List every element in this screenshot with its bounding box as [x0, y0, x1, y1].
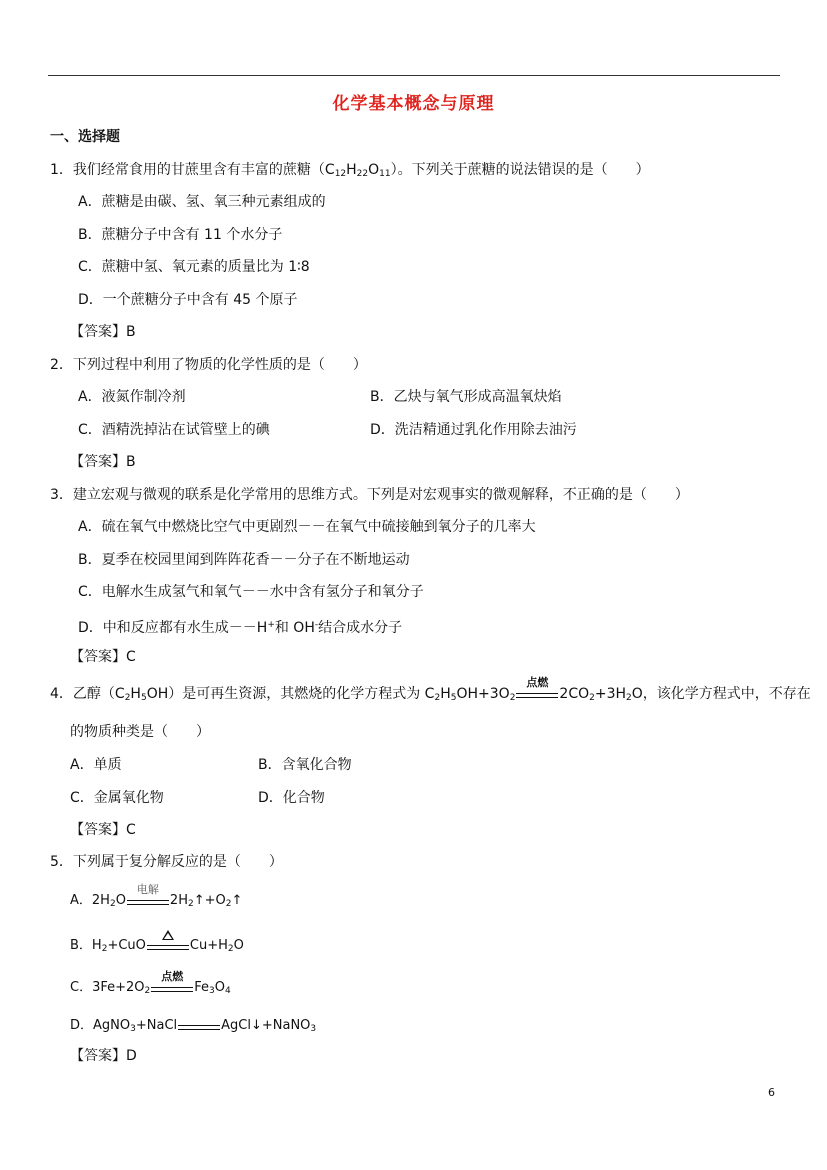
question-3-option-c: C．电解水生成氢气和氧气－－水中含有氢分子和氧分子 — [78, 584, 424, 600]
question-4-stem-line2: 的物质种类是（ ） — [70, 724, 210, 740]
question-2-option-c: C．酒精洗掉沾在试管壁上的碘 — [78, 422, 270, 438]
question-1-option-b: B．蔗糖分子中含有 11 个水分子 — [78, 227, 283, 243]
question-5-option-a: A．$2H_2O$ 电解 $2H_2↑+O_2↑$ — [70, 891, 242, 914]
question-1-answer: 【答案】B — [70, 324, 136, 340]
question-1-stem: 1．我们经常食用的甘蔗里含有丰富的蔗糖$(C_{12}H_{22}O_{11})$。下列关于蔗糖的说法错误的是（ ） — [50, 162, 650, 179]
page-title: 化学基本概念与原理 — [332, 94, 495, 114]
question-5-option-b: B．$H_2+CuO$ $Cu+H_2O$ — [70, 936, 244, 959]
question-4-option-c: C．金属氧化物 — [70, 790, 164, 806]
question-3-option-a: A．硫在氧气中燃烧比空气中更剧烈－－在氧气中硫接触到氧分子的几率大 — [78, 519, 536, 535]
question-5-option-c: C．$3Fe+2O_2$ 点燃 $Fe_3O_4$ — [70, 978, 231, 1001]
reaction-arrow — [147, 939, 189, 953]
question-2-option-a: A．液氮作制冷剂 — [78, 389, 186, 405]
question-4-answer: 【答案】C — [70, 822, 136, 838]
question-5-stem: 5．下列属于复分解反应的是（ ） — [50, 854, 283, 870]
question-1-option-d: D．一个蔗糖分子中含有 45 个原子 — [78, 292, 298, 308]
reaction-condition: 点燃 — [161, 969, 184, 983]
question-3-stem: 3．建立宏观与微观的联系是化学常用的思维方式。下列是对宏观事实的微观解释，不正确的是（ ） — [50, 487, 689, 503]
page-number: 6 — [768, 1086, 775, 1099]
reaction-arrow — [178, 1019, 220, 1033]
question-2-option-b: B．乙炔与氧气形成高温氧炔焰 — [370, 389, 562, 405]
question-2-option-d: D．洗洁精通过乳化作用除去油污 — [370, 422, 577, 438]
heat-symbol — [147, 927, 189, 947]
question-5-option-d: D．AgNO$_3$+NaCl AgCl↓+NaNO$_3$ — [70, 1018, 317, 1034]
header-rule — [48, 75, 780, 76]
question-4-option-b: B．含氧化合物 — [258, 757, 352, 773]
reaction-arrow — [516, 676, 558, 701]
question-4-option-a: A．单质 — [70, 757, 122, 773]
reaction-condition: 点燃 — [526, 676, 549, 689]
reaction-condition: 电解 — [136, 882, 159, 896]
question-4-stem: 4．乙醇$(C_2H_5OH)$是可再生资源，其燃烧的化学方程式为 $C_2H_5OH+3O_2$ 点燃 $2CO_2+3H_2O$，该化学方程式中，不存在 — [50, 684, 811, 708]
question-3-answer: 【答案】C — [70, 649, 136, 665]
question-2-answer: 【答案】B — [70, 454, 136, 470]
question-4-option-d: D．化合物 — [258, 790, 325, 806]
question-3-option-d: D．中和反应都有水生成－－H+和 OH-结合成水分子 — [78, 620, 403, 636]
question-2-stem: 2．下列过程中利用了物质的化学性质的是（ ） — [50, 357, 367, 373]
question-1-option-c: C．蔗糖中氢、氧元素的质量比为 1∶8 — [78, 259, 310, 275]
question-1-option-a: A．蔗糖是由碳、氢、氧三种元素组成的 — [78, 194, 326, 210]
reaction-arrow — [127, 882, 169, 908]
section-heading: 一、选择题 — [50, 129, 120, 145]
question-3-option-b: B．夏季在校园里闻到阵阵花香－－分子在不断地运动 — [78, 552, 410, 568]
reaction-arrow — [151, 969, 193, 995]
question-5-answer: 【答案】D — [70, 1048, 137, 1064]
